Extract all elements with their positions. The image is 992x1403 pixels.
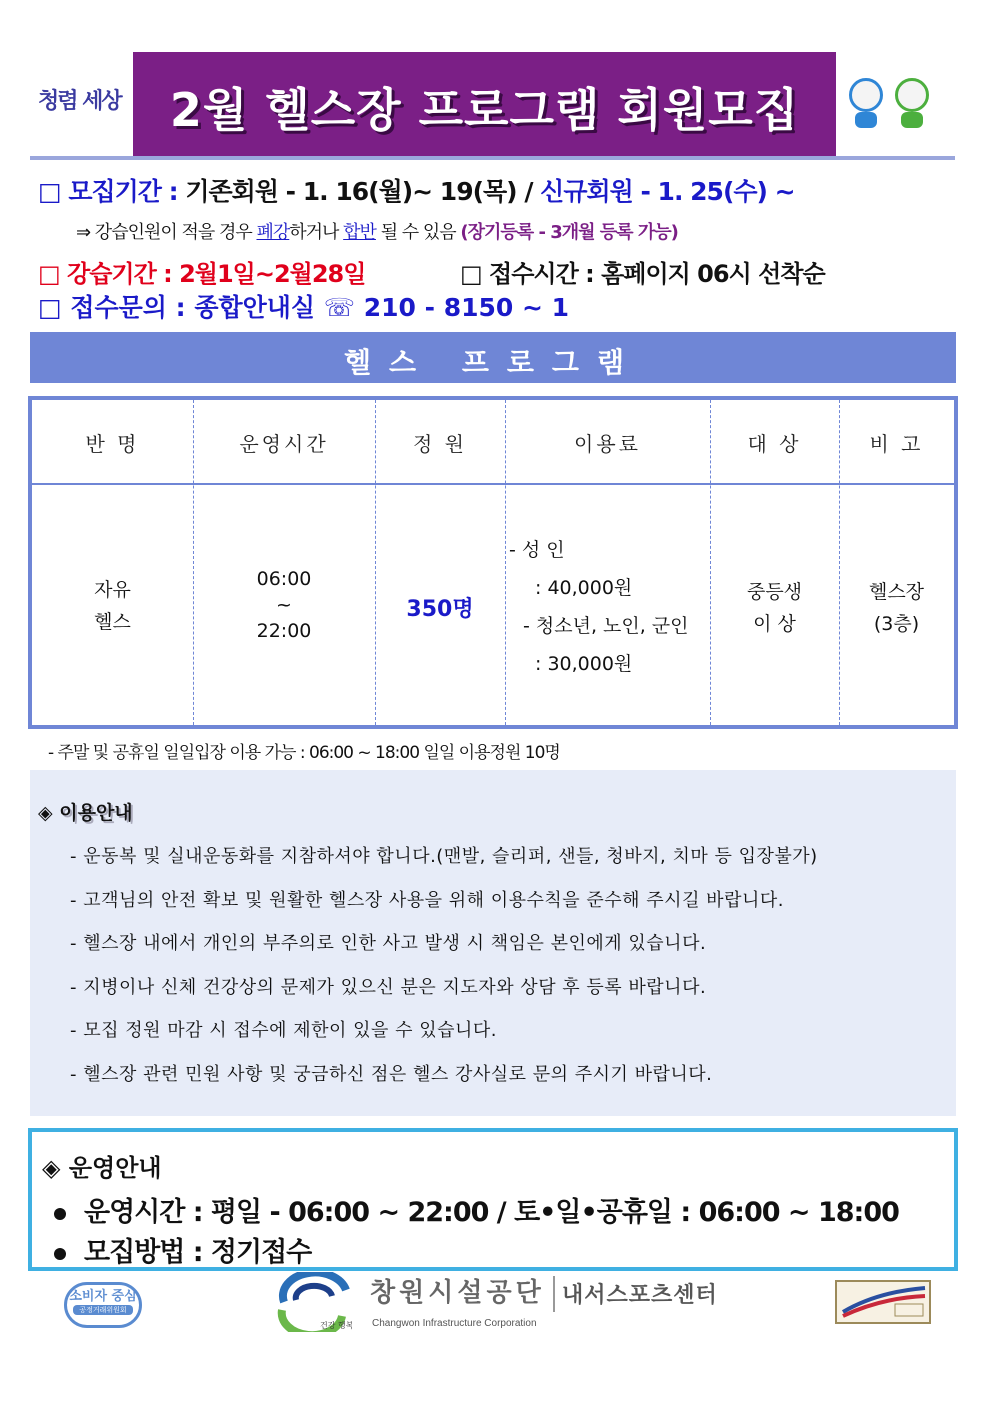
- header-remark: 비 고: [869, 432, 924, 456]
- blue-mascot-icon: [846, 78, 886, 128]
- fee-adult-label: - 성 인: [509, 539, 565, 561]
- section-title: 헬스 프로그램: [343, 346, 643, 379]
- list-item: - 운동복 및 실내운동화를 지참하셔야 합니다.(맨발, 슬리퍼, 샌들, 청바지, 치마 등 입장불가): [70, 846, 818, 867]
- inquiry-phone: □ 접수문의 : 종합안내실 ☏ 210 - 8150 ~ 1: [38, 293, 570, 322]
- capacity-value: 350명: [406, 597, 474, 622]
- title-banner: [133, 52, 836, 156]
- time-start: 06:00: [256, 568, 312, 590]
- header-divider: [30, 156, 955, 160]
- class-name-line: 자유: [94, 579, 131, 601]
- fee-adult-value: : 40,000원: [535, 577, 633, 599]
- operation-title: 운영안내: [68, 1154, 162, 1182]
- list-item: - 지병이나 신체 건강상의 문제가 있으신 분은 지도자와 상담 후 등록 바랍니다.: [70, 976, 707, 998]
- section-header: [30, 332, 956, 383]
- note-mid: 하거나: [289, 222, 339, 243]
- existing-member-period: 기존회원 - 1. 16(월)~ 19(목): [185, 177, 517, 206]
- table-header-divider: [32, 483, 954, 485]
- time-cell: [193, 566, 375, 644]
- recruit-period-label: 모집기간 :: [68, 177, 178, 206]
- usage-guide: [30, 770, 956, 1116]
- header-capacity: 정 원: [413, 432, 467, 456]
- target-line: 이 상: [753, 613, 796, 635]
- list-item: - 모집 정원 마감 시 접수에 제한이 있을 수 있습니다.: [70, 1020, 497, 1041]
- operation-hours-text: 운영시간 : 평일 - 06:00 ~ 22:00 / 토•일•공휴일 : 06:00 ~ 18:00: [84, 1197, 899, 1228]
- usage-guide-heading: [38, 798, 133, 825]
- class-name-cell: [32, 574, 193, 638]
- remark-cell: [839, 576, 954, 640]
- note-prefix: ⇒ 강습인원이 적을 경우: [76, 222, 252, 243]
- note-suffix: 될 수 있음: [380, 222, 456, 243]
- center-name: 내서스포츠센터: [562, 1283, 718, 1308]
- consumer-centered-badge: [64, 1282, 142, 1328]
- list-item: - 고객님의 안전 확보 및 원활한 헬스장 사용을 위해 이용수칙을 준수해 주시길 바랍니다.: [70, 889, 784, 911]
- clean-world-logo-text: 청렴 세상: [38, 88, 121, 114]
- weekend-note: - 주말 및 공휴일 일일입장 이용 가능 : 06:00 ~ 18:00 일일 이용정원 10명: [48, 743, 560, 763]
- checkbox-glyph: □: [38, 177, 61, 206]
- fee-youth-value: : 30,000원: [535, 653, 633, 675]
- recruit-period-line: [38, 172, 795, 208]
- usage-guide-list: [70, 842, 818, 1103]
- organization-english-name: Changwon Infrastructure Corporation: [372, 1318, 537, 1329]
- target-line: 중등생: [746, 581, 803, 603]
- header-fee: 이용료: [574, 432, 641, 456]
- target-cell: [710, 576, 839, 640]
- time-tilde: ~: [276, 594, 292, 616]
- certification-badge-icon: [835, 1280, 931, 1324]
- recruit-note-line: [76, 218, 678, 244]
- fee-cell: [505, 534, 710, 686]
- footer-divider: [553, 1276, 555, 1312]
- operation-heading: [42, 1148, 162, 1183]
- program-table: [28, 396, 958, 729]
- corporation-mark-icon: [276, 1272, 352, 1332]
- clean-world-logo: [38, 78, 130, 134]
- reception-time: □ 접수시간 : 홈페이지 06시 선착순: [460, 260, 825, 288]
- list-item: - 헬스장 내에서 개인의 부주의로 인한 사고 발생 시 책임은 본인에게 있습니다.: [70, 933, 707, 954]
- class-name-line: 헬스: [94, 611, 131, 633]
- recruit-method: [54, 1230, 311, 1269]
- header-target: 대 상: [747, 432, 802, 456]
- operation-hours: [54, 1190, 899, 1229]
- note-long-term: (장기등록 - 3개월 등록 가능): [460, 222, 678, 243]
- note-close: 폐강: [256, 222, 290, 243]
- diamond-bullet-icon: ◈: [38, 802, 53, 824]
- list-item: - 헬스장 관련 민원 사항 및 궁금하신 점은 헬스 강사실로 문의 주시기 바랍니다.: [70, 1063, 713, 1085]
- new-member-period: 신규회원 - 1. 25(수) ~: [540, 177, 795, 206]
- period-separator: /: [524, 177, 533, 206]
- time-end: 22:00: [256, 620, 312, 642]
- bullet-dot-icon: [54, 1208, 66, 1220]
- lesson-period: □ 강습기간 : 2월1일~2월28일: [38, 260, 366, 288]
- usage-guide-title: 이용안내: [59, 802, 133, 824]
- corporation-mark-text: 건강 행복: [320, 1321, 352, 1330]
- note-merge: 합반: [343, 222, 376, 243]
- header-time: 운영시간: [239, 432, 329, 456]
- organization-name: 창원시설공단: [370, 1278, 545, 1308]
- green-mascot-icon: [892, 78, 932, 128]
- remark-line: (3층): [873, 613, 920, 635]
- remark-line: 헬스장: [868, 581, 925, 603]
- operation-info: [28, 1128, 958, 1271]
- mascot-illustration: [846, 78, 936, 136]
- bullet-dot-icon: [54, 1248, 66, 1260]
- header-class: 반 명: [85, 432, 140, 456]
- consumer-badge-text: 소비자 중심: [69, 1289, 137, 1304]
- fee-youth-label: - 청소년, 노인, 군인: [523, 615, 689, 637]
- consumer-badge-sub: 공정거래위원회: [73, 1305, 133, 1315]
- page-title: 2월 헬스장 프로그램 회원모집: [169, 83, 800, 137]
- recruit-method-text: 모집방법 : 정기접수: [84, 1237, 312, 1268]
- diamond-bullet-icon: ◈: [42, 1154, 61, 1182]
